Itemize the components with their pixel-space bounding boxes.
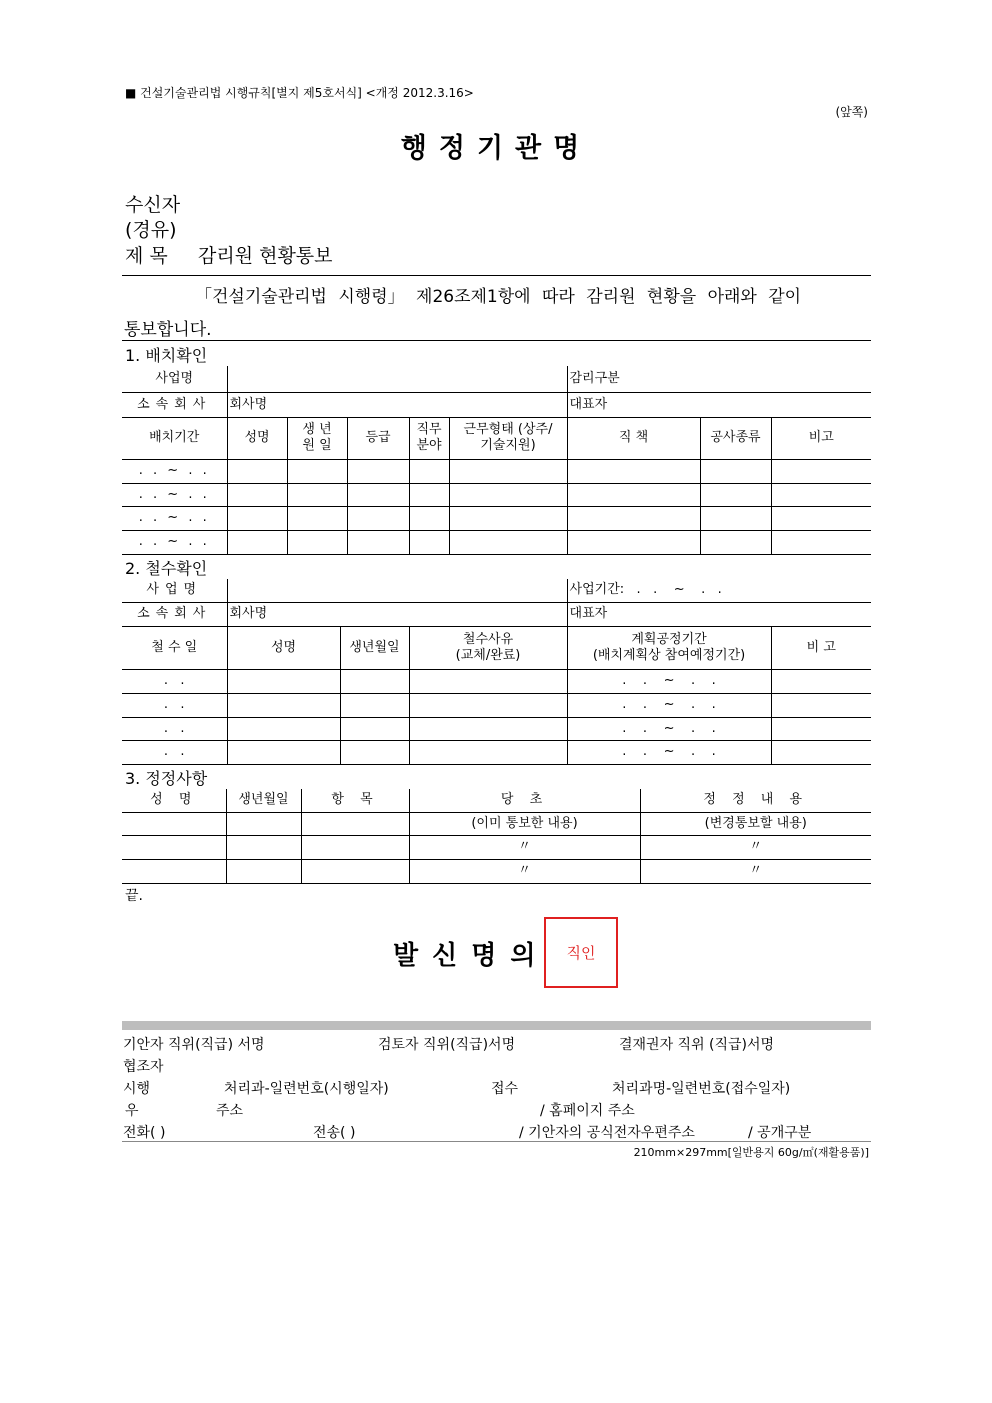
enforce-number: 처리과-일련번호(시행일자): [224, 1081, 389, 1097]
planned-period-cell: . . ~ . .: [567, 693, 771, 717]
fax-label: 전송( ): [313, 1125, 356, 1141]
col-header: 당 초: [409, 789, 640, 812]
project-name-label: 사업명: [122, 366, 227, 392]
company-label: 소속회사: [122, 602, 227, 626]
project-period-label: 사업기간: . . ~ . .: [567, 579, 871, 602]
withdrawal-table: [122, 579, 871, 765]
correction-table: [122, 789, 871, 884]
company-label: 소속회사: [122, 392, 227, 417]
col-header: 근무형태 (상주/ 기술지원): [449, 417, 567, 459]
table-row: [122, 812, 871, 835]
col-header: 성명: [227, 626, 340, 669]
table-row: [122, 506, 871, 530]
table-row: [122, 859, 871, 883]
withdrawal-date-cell: . .: [122, 693, 227, 717]
withdrawal-date-cell: . .: [122, 717, 227, 740]
col-header: 비고: [771, 417, 871, 459]
subject-divider: [122, 275, 871, 276]
table-row: [122, 717, 871, 740]
col-header: 생년월일: [226, 789, 301, 812]
project-name-value: [227, 579, 567, 602]
address-label: 주소: [216, 1103, 244, 1119]
drafter-label: 기안자 직위(직급) 서명: [123, 1037, 265, 1053]
via-label: (경유): [125, 219, 177, 241]
col-header: 성 명: [122, 789, 226, 812]
company-name-value: 회사명: [227, 392, 567, 417]
planned-period-cell: . . ~ . .: [567, 740, 771, 764]
page-side-label: (앞쪽): [835, 105, 868, 119]
official-seal-box: 직인: [544, 917, 618, 988]
paper-spec: 210mm×297mm[일반용지 60g/㎡(재활용품)]: [633, 1146, 869, 1159]
cooperator-label: 협조자: [123, 1059, 164, 1075]
col-header: 직무 분야: [409, 417, 449, 459]
reviewer-label: 검토자 직위(직급)서명: [378, 1037, 516, 1053]
company-name-value: 회사명: [227, 602, 567, 626]
table-row: [122, 835, 871, 859]
representative-label: 대표자: [567, 602, 871, 626]
col-header: 생년월일: [340, 626, 409, 669]
form-reference: ■ 건설기술관리법 시행규칙[별지 제5호서식] <개정 2012.3.16>: [125, 86, 474, 100]
planned-period-cell: . . ~ . .: [567, 717, 771, 740]
ditto-mark: 〃: [409, 859, 640, 883]
col-header: 철수사유 (교체/완료): [409, 626, 567, 669]
postal-label: 우: [125, 1103, 139, 1119]
col-header: 계획공정기간 (배치계획상 참여예정기간): [567, 626, 771, 669]
representative-label: 대표자: [567, 392, 871, 417]
supervision-type-label: 감리구분: [567, 366, 871, 392]
col-header: 철 수 일: [122, 626, 227, 669]
ditto-mark: 〃: [409, 835, 640, 859]
table-row: [122, 669, 871, 693]
email-label: / 기안자의 공식전자우편주소: [519, 1125, 695, 1141]
period-cell: . . ~ . .: [122, 506, 227, 530]
col-header: 정 정 내 용: [640, 789, 871, 812]
footer-divider-bar: [122, 1021, 871, 1030]
section1-top-rule: [122, 340, 871, 341]
original-subheader: (이미 통보한 내용): [409, 812, 640, 835]
withdrawal-date-cell: . .: [122, 669, 227, 693]
section1-heading: 1. 배치확인: [125, 346, 208, 365]
project-name-value: [227, 366, 567, 392]
withdrawal-date-cell: . .: [122, 740, 227, 764]
table-row: [122, 459, 871, 483]
table-row: [122, 693, 871, 717]
section2-heading: 2. 철수확인: [125, 559, 208, 578]
col-header: 성명: [227, 417, 287, 459]
col-header: 생 년 원 일: [287, 417, 347, 459]
col-header: 공사종류: [700, 417, 771, 459]
col-header: 항 목: [301, 789, 409, 812]
deployment-table: [122, 366, 871, 555]
phone-label: 전화( ): [123, 1125, 166, 1141]
table-row: [122, 483, 871, 506]
ditto-mark: 〃: [640, 859, 871, 883]
receive-number: 처리과명-일련번호(접수일자): [612, 1081, 791, 1097]
recipient-label: 수신자: [125, 194, 181, 216]
col-header: 배치기간: [122, 417, 227, 459]
section3-heading: 3. 정정사항: [125, 769, 208, 788]
subject-value: 감리원 현황통보: [198, 245, 333, 267]
disclosure-label: / 공개구분: [748, 1125, 812, 1141]
body-line-1: 「건설기술관리법 시행령」 제26조제1항에 따라 감리원 현황을 아래와 같이: [195, 287, 802, 307]
table-row: [122, 530, 871, 554]
approver-label: 결재권자 직위 (직급)서명: [619, 1037, 775, 1053]
body-line-2: 통보합니다.: [124, 320, 212, 340]
project-name-label: 사업명: [122, 579, 227, 602]
table-row: [122, 740, 871, 764]
planned-period-cell: . . ~ . .: [567, 669, 771, 693]
period-cell: . . ~ . .: [122, 530, 227, 554]
col-header: 등급: [347, 417, 409, 459]
end-mark: 끝.: [125, 888, 143, 904]
col-header: 직 책: [567, 417, 700, 459]
period-cell: . . ~ . .: [122, 459, 227, 483]
agency-name-title: 행정기관명: [400, 133, 592, 164]
footer-bottom-rule: [122, 1141, 871, 1142]
period-cell: . . ~ . .: [122, 483, 227, 506]
subject-label: 제 목: [125, 245, 168, 267]
enforce-label: 시행: [123, 1081, 151, 1097]
changed-subheader: (변경통보할 내용): [640, 812, 871, 835]
sender-title: 발신명의: [393, 941, 550, 971]
homepage-label: / 홈페이지 주소: [540, 1103, 635, 1119]
col-header: 비 고: [771, 626, 871, 669]
ditto-mark: 〃: [640, 835, 871, 859]
receive-label: 접수: [491, 1081, 519, 1097]
